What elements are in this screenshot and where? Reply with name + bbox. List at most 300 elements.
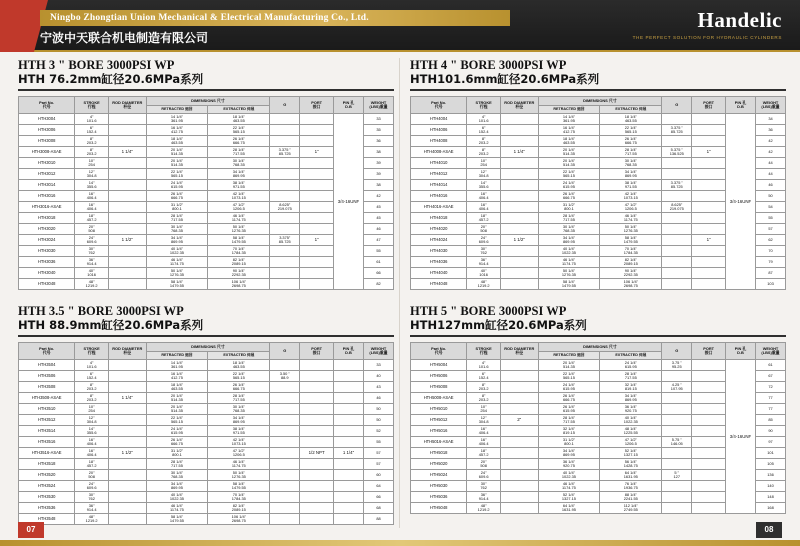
cell-extracted: 42 1/4" 1073.15 (600, 191, 662, 202)
cell-retracted: 40 1/4" 1022.35 (146, 492, 208, 503)
col-rod-diameter: ROD DIAMETER 杆径 (109, 97, 147, 114)
cell-part-no: HTH3504 (19, 360, 75, 371)
col-pin: PIN 孔 D.B (726, 343, 756, 360)
cell-retracted: 31 1/2" 800.1 (538, 437, 600, 448)
cell-retracted: 64 1/4" 1631.95 (538, 503, 600, 514)
cell-part-no: HTH4036 (411, 257, 467, 268)
cell-port (692, 470, 726, 481)
cell-rod (109, 213, 147, 224)
cell-stroke: 4" 101.6 (75, 360, 109, 371)
cell-stroke: 20" 508 (467, 224, 501, 235)
left-column (18, 58, 394, 525)
cell-weight: 39 (364, 169, 394, 180)
cell-part-no: HTH4018 (411, 213, 467, 224)
cell-stroke: 24" 609.6 (467, 235, 501, 246)
cell-part-no: HTH4006 (411, 125, 467, 136)
cell-g (270, 136, 300, 147)
col-dimensions: DIMENSIONS 尺寸 (146, 97, 270, 106)
cell-weight: 82 (364, 279, 394, 290)
cell-part-no: HTH4016-ASAE (411, 202, 467, 213)
cell-stroke: 36" 914.4 (467, 492, 501, 503)
cell-weight: 50 (364, 415, 394, 426)
cell-port (692, 158, 726, 169)
cell-part-no: HTH5030 (411, 481, 467, 492)
cell-g: 4.25 " 107.95 (662, 382, 692, 393)
cell-port (692, 114, 726, 125)
cell-port: 1/2 NPT (300, 448, 334, 459)
cell-extracted: 30 1/4" 768.35 (208, 404, 270, 415)
col-dimensions: DIMENSIONS 尺寸 (146, 343, 270, 352)
table-row (19, 426, 394, 437)
cell-g (662, 158, 692, 169)
cell-g (270, 393, 300, 404)
cell-rod (109, 459, 147, 470)
section-rule-3 (410, 335, 786, 337)
section-title-cn-2: HTH 88.9mm缸径20.6MPa系列 (18, 318, 204, 332)
cell-g (662, 415, 692, 426)
cell-stroke: 16" 406.4 (75, 448, 109, 459)
cell-stroke: 4" 101.6 (467, 360, 501, 371)
cell-extracted: 38 1/4" 971.55 (208, 180, 270, 191)
cell-retracted: 26 1/4" 666.75 (538, 191, 600, 202)
cell-retracted: 22 1/4" 565.15 (538, 169, 600, 180)
cell-port (692, 404, 726, 415)
cell-port (300, 213, 334, 224)
cell-g: 5 " 127 (662, 470, 692, 481)
cell-stroke: 4" 101.6 (467, 114, 501, 125)
cell-stroke: 12" 304.8 (467, 415, 501, 426)
cell-extracted: 26 1/4" 666.75 (208, 382, 270, 393)
cell-weight: 57 (364, 448, 394, 459)
cell-g: 5.75 " 146.05 (662, 437, 692, 448)
section-block-3 (410, 304, 786, 514)
cell-g (662, 426, 692, 437)
cell-part-no: HTH3024 (19, 235, 75, 246)
cell-weight: 35 (364, 125, 394, 136)
cell-retracted: 50 1/4" 1276.35 (538, 268, 600, 279)
cell-retracted: 22 1/4" 565.15 (146, 415, 208, 426)
cell-part-no: HTH3036 (19, 257, 75, 268)
cell-g (270, 382, 300, 393)
cell-weight: 45 (364, 213, 394, 224)
cell-g (270, 191, 300, 202)
table-row (19, 371, 394, 382)
cell-port (692, 136, 726, 147)
cell-extracted: 52 1/4" 1327.15 (600, 448, 662, 459)
cell-weight: 57 (756, 224, 786, 235)
cell-weight: 42 (364, 191, 394, 202)
cell-extracted: 82 1/4" 2089.15 (600, 257, 662, 268)
cell-rod (109, 246, 147, 257)
cell-rod (501, 136, 539, 147)
cell-g (270, 481, 300, 492)
cell-rod: 1 1/2" (109, 235, 147, 246)
brand-logo (633, 8, 782, 40)
cell-port (692, 426, 726, 437)
spec-table-3 (410, 342, 786, 514)
cell-g (270, 426, 300, 437)
cell-g (662, 492, 692, 503)
cell-port: 1" (692, 147, 726, 158)
section-title-cn-3: HTH127mm缸径20.6MPa系列 (410, 318, 587, 332)
cell-weight: 70 (756, 246, 786, 257)
cell-retracted: 34 1/4" 869.95 (538, 235, 600, 246)
cell-port (300, 246, 334, 257)
cell-part-no: HTH3516-ASAE (19, 448, 75, 459)
cell-g (270, 360, 300, 371)
cell-retracted: 40 1/4" 1022.35 (538, 246, 600, 257)
table-row (19, 514, 394, 525)
cell-part-no: HTH4016 (411, 191, 467, 202)
cell-part-no: HTH5048 (411, 503, 467, 514)
cell-port (692, 279, 726, 290)
cell-port (692, 415, 726, 426)
cell-extracted: 34 1/4" 869.95 (600, 393, 662, 404)
cell-port (692, 257, 726, 268)
cell-extracted: 82 1/4" 2089.15 (208, 257, 270, 268)
cell-stroke: 36" 914.4 (75, 503, 109, 514)
cell-part-no: HTH3008-ASAE (19, 147, 75, 158)
col-g: G (270, 97, 300, 114)
cell-g (662, 459, 692, 470)
cell-port (300, 169, 334, 180)
cell-pin: 3/4-16UNF (726, 360, 756, 514)
cell-port (300, 268, 334, 279)
cell-retracted: 58 1/4" 1479.55 (146, 514, 208, 525)
col-stroke: STROKE 行程 (75, 343, 109, 360)
cell-part-no: HTH4004 (411, 114, 467, 125)
cell-retracted: 26 1/4" 666.75 (146, 191, 208, 202)
cell-extracted: 46 1/4" 1174.75 (600, 213, 662, 224)
cell-retracted: 28 1/4" 717.55 (146, 213, 208, 224)
cell-stroke: 16" 406.4 (75, 437, 109, 448)
page-number-left: 07 (18, 522, 44, 538)
cell-retracted: 46 1/4" 1174.75 (538, 257, 600, 268)
table-row (19, 382, 394, 393)
cell-extracted: 106 1/4" 2698.75 (600, 279, 662, 290)
cell-part-no: HTH3010 (19, 158, 75, 169)
cell-rod (501, 503, 539, 514)
cell-stroke: 14" 355.6 (467, 180, 501, 191)
cell-port (300, 481, 334, 492)
table-row (19, 360, 394, 371)
cell-g: 8.625" 219.075 (270, 202, 300, 213)
cell-extracted: 26 1/4" 666.75 (208, 136, 270, 147)
cell-retracted: 26 1/4" 615.95 (538, 404, 600, 415)
footer-accent-bar (0, 540, 800, 546)
table-row (411, 360, 786, 371)
cell-part-no: HTH4008 (411, 136, 467, 147)
cell-port (300, 191, 334, 202)
cell-rod (109, 404, 147, 415)
cell-pin (334, 393, 364, 404)
spec-table-0 (18, 96, 394, 290)
cell-part-no: HTH3020 (19, 224, 75, 235)
col-dimensions: DIMENSIONS 尺寸 (538, 97, 662, 106)
cell-retracted: 34 1/4" 869.95 (146, 481, 208, 492)
cell-stroke: 12" 304.8 (467, 169, 501, 180)
cell-part-no: HTH5008 (411, 382, 467, 393)
cell-rod (501, 114, 539, 125)
cell-stroke: 36" 914.4 (467, 257, 501, 268)
cell-retracted: 14 1/4" 361.95 (538, 114, 600, 125)
cell-retracted: 20 1/4" 514.35 (146, 158, 208, 169)
cell-pin (334, 503, 364, 514)
cell-stroke: 10" 254 (75, 158, 109, 169)
cell-stroke: 4" 101.6 (75, 114, 109, 125)
cell-part-no: HTH3006 (19, 125, 75, 136)
section-title-1 (410, 58, 786, 86)
cell-g (270, 125, 300, 136)
table-row (19, 404, 394, 415)
cell-stroke: 16" 406.4 (75, 202, 109, 213)
cell-weight: 36 (364, 136, 394, 147)
cell-weight: 105 (756, 459, 786, 470)
cell-extracted: 47 1/2" 1206.5 (208, 448, 270, 459)
cell-extracted: 50 1/4" 1276.35 (208, 470, 270, 481)
cell-g (270, 169, 300, 180)
cell-extracted: 47 1/2" 1206.5 (208, 202, 270, 213)
cell-port (300, 202, 334, 213)
company-name-en: Ningbo Zhongtian Union Mechanical & Electrical Manufacturing Co., Ltd. (40, 10, 510, 26)
cell-part-no: HTH4012 (411, 169, 467, 180)
cell-part-no: HTH3508 (19, 382, 75, 393)
table-row (19, 114, 394, 125)
cell-weight: 40 (364, 371, 394, 382)
cell-weight: 52 (364, 426, 394, 437)
cell-weight: 87 (756, 268, 786, 279)
cell-port (300, 404, 334, 415)
cell-g: 8.625" 219.075 (662, 202, 692, 213)
cell-part-no: HTH3536 (19, 503, 75, 514)
cell-extracted: 42 1/4" 1073.15 (208, 437, 270, 448)
col-rod-diameter: ROD DIAMETER 杆径 (501, 343, 539, 360)
cell-port (300, 158, 334, 169)
cell-stroke: 16" 406.4 (467, 191, 501, 202)
cell-rod (501, 224, 539, 235)
cell-retracted: 52 1/4" 1327.15 (538, 492, 600, 503)
cell-pin (334, 382, 364, 393)
cell-pin (334, 514, 364, 525)
cell-g (662, 224, 692, 235)
section-title-en-1: HTH 4 " BORE 3000PSI WP (410, 58, 567, 72)
cell-stroke: 20" 508 (75, 470, 109, 481)
cell-weight: 50 (756, 191, 786, 202)
col-retracted: RETRACTED 缩回 (146, 352, 208, 360)
cell-port (692, 360, 726, 371)
cell-port (692, 202, 726, 213)
cell-port (300, 360, 334, 371)
cell-port (300, 426, 334, 437)
cell-extracted: 76 1/4" 1936.75 (600, 481, 662, 492)
cell-extracted: 34 1/4" 869.95 (208, 169, 270, 180)
cell-pin (334, 404, 364, 415)
cell-retracted: 18 1/4" 463.55 (146, 382, 208, 393)
spec-table (410, 342, 786, 514)
cell-part-no: HTH3512 (19, 415, 75, 426)
cell-pin (334, 360, 364, 371)
cell-stroke: 48" 1219.2 (75, 514, 109, 525)
cell-weight: 55 (364, 437, 394, 448)
col-weight: WEIGHT (LBS)重量 (756, 97, 786, 114)
cell-stroke: 40" 1016 (75, 268, 109, 279)
cell-extracted: 48 1/4" 1225.55 (600, 426, 662, 437)
col-g: G (662, 97, 692, 114)
cell-stroke: 48" 1219.2 (467, 503, 501, 514)
cell-g (270, 437, 300, 448)
cell-weight: 66 (364, 268, 394, 279)
cell-g (270, 213, 300, 224)
cell-rod (109, 224, 147, 235)
cell-weight: 72 (756, 382, 786, 393)
cell-rod (109, 437, 147, 448)
col-pin: PIN 孔 D.B (334, 97, 364, 114)
col-pin: PIN 孔 D.B (726, 97, 756, 114)
col-part-no: Part No. 代号 (411, 343, 467, 360)
cell-weight: 85 (756, 415, 786, 426)
cell-retracted: 28 1/4" 717.55 (538, 415, 600, 426)
cell-rod (501, 169, 539, 180)
cell-retracted: 46 1/4" 1174.75 (146, 503, 208, 514)
cell-g (662, 371, 692, 382)
cell-rod (501, 437, 539, 448)
cell-retracted: 50 1/4" 1276.35 (146, 268, 208, 279)
cell-extracted: 36 1/4" 920.75 (600, 404, 662, 415)
cell-extracted: 106 1/4" 2698.75 (208, 279, 270, 290)
cell-port (692, 371, 726, 382)
cell-part-no: HTH3514 (19, 426, 75, 437)
cell-part-no: HTH4008-ASAE (411, 147, 467, 158)
cell-rod (501, 279, 539, 290)
cell-part-no: HTH5008-ASAE (411, 393, 467, 404)
cell-stroke: 8" 203.2 (467, 136, 501, 147)
cell-part-no: HTH5004 (411, 360, 467, 371)
cell-part-no: HTH5020 (411, 459, 467, 470)
section-block-0 (18, 58, 394, 290)
cell-retracted: 46 1/4" 1174.75 (538, 481, 600, 492)
table-row (19, 503, 394, 514)
cell-part-no: HTH5006 (411, 371, 467, 382)
cell-rod (501, 202, 539, 213)
cell-extracted: 46 1/4" 1174.75 (208, 213, 270, 224)
cell-stroke: 12" 304.8 (75, 169, 109, 180)
cell-rod (109, 514, 147, 525)
cell-port (300, 415, 334, 426)
cell-extracted: 90 1/4" 2292.35 (208, 268, 270, 279)
cell-stroke: 18" 457.2 (467, 213, 501, 224)
cell-retracted: 20 1/4" 514.35 (146, 393, 208, 404)
cell-rod: 1 1/2" (501, 235, 539, 246)
cell-weight: 46 (756, 180, 786, 191)
table-row (19, 470, 394, 481)
section-rule-0 (18, 89, 394, 91)
table-row (19, 393, 394, 404)
cell-stroke: 14" 355.6 (75, 426, 109, 437)
section-title-2 (18, 304, 394, 332)
cell-part-no: HTH3012 (19, 169, 75, 180)
cell-weight: 45 (364, 202, 394, 213)
cell-weight: 67 (756, 371, 786, 382)
cell-extracted: 70 1/4" 1784.35 (600, 246, 662, 257)
cell-part-no: HTH3016 (19, 191, 75, 202)
cell-rod (109, 360, 147, 371)
brand-tagline: THE PERFECT SOLUTION FOR HYDRAULIC CYLINDERS (632, 35, 782, 40)
cell-part-no: HTH3040 (19, 268, 75, 279)
cell-retracted: 18 1/4" 463.55 (146, 136, 208, 147)
col-g: G (662, 343, 692, 360)
cell-extracted: 82 1/4" 2089.15 (208, 503, 270, 514)
cell-g (270, 268, 300, 279)
cell-part-no: HTH4030 (411, 246, 467, 257)
table-row (19, 448, 394, 459)
cell-retracted: 20 1/4" 514.35 (538, 147, 600, 158)
table-row (19, 437, 394, 448)
cell-stroke: 10" 254 (467, 404, 501, 415)
col-extracted: EXTRACTED 伸展 (600, 352, 662, 360)
cell-g (662, 246, 692, 257)
cell-rod (109, 136, 147, 147)
cell-part-no: HTH5016-ASAE (411, 437, 467, 448)
cell-retracted: 30 1/4" 768.35 (538, 224, 600, 235)
cell-weight: 62 (756, 235, 786, 246)
cell-retracted: 32 1/4" 819.15 (538, 426, 600, 437)
cell-weight: 46 (364, 224, 394, 235)
cell-pin: 3/4-16UNF (726, 114, 756, 290)
col-retracted: RETRACTED 缩回 (538, 106, 600, 114)
cell-rod (501, 459, 539, 470)
cell-retracted: 24 1/4" 615.95 (146, 426, 208, 437)
cell-extracted: 58 1/4" 1479.55 (208, 481, 270, 492)
cell-rod (109, 158, 147, 169)
cell-port: 1" (692, 235, 726, 246)
cell-port (692, 437, 726, 448)
cell-weight: 140 (756, 481, 786, 492)
cell-part-no: HTH3018 (19, 213, 75, 224)
cell-weight: 101 (756, 448, 786, 459)
cell-weight: 46 (364, 393, 394, 404)
cell-port: 1" (300, 147, 334, 158)
cell-g (662, 114, 692, 125)
cell-port (300, 125, 334, 136)
cell-extracted: 58 1/4" 1479.55 (600, 235, 662, 246)
section-title-cn-0: HTH 76.2mm缸径20.6MPa系列 (18, 72, 204, 86)
col-extracted: EXTRACTED 伸展 (208, 106, 270, 114)
cell-pin (334, 459, 364, 470)
cell-extracted: 26 1/4" 666.75 (600, 136, 662, 147)
cell-extracted: 28 1/4" 717.55 (208, 393, 270, 404)
cell-rod (501, 371, 539, 382)
cell-rod (501, 268, 539, 279)
cell-weight: 54 (756, 202, 786, 213)
cell-rod (501, 213, 539, 224)
cell-part-no: HTH4048 (411, 279, 467, 290)
column-divider (399, 58, 400, 528)
cell-retracted: 20 1/4" 514.35 (538, 360, 600, 371)
cell-port (300, 514, 334, 525)
col-part-no: Part No. 代号 (19, 97, 75, 114)
cell-retracted: 58 1/4" 1479.55 (538, 279, 600, 290)
cell-port (300, 136, 334, 147)
header-corner-accent (0, 0, 34, 52)
cell-pin (334, 481, 364, 492)
col-extracted: EXTRACTED 伸展 (208, 352, 270, 360)
cell-rod (109, 180, 147, 191)
cell-g (662, 503, 692, 514)
cell-weight: 47 (364, 235, 394, 246)
spec-table (410, 96, 786, 290)
cell-extracted: 50 1/4" 1276.35 (208, 224, 270, 235)
cell-rod (109, 279, 147, 290)
